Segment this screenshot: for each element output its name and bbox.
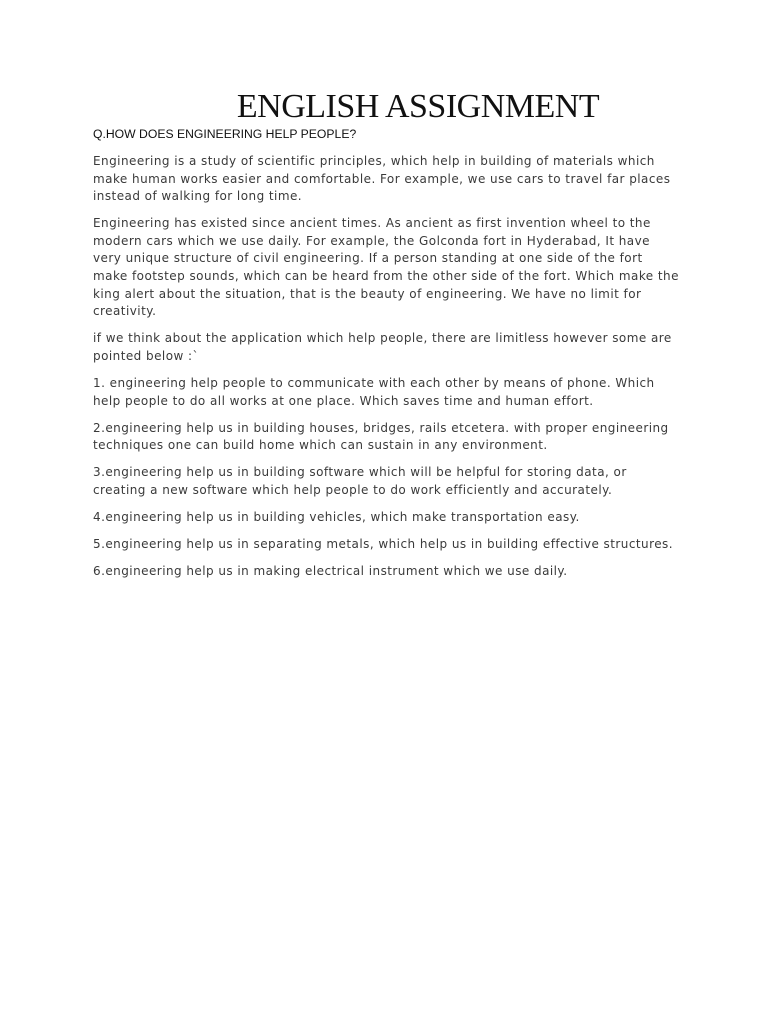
list-item-2: 2.engineering help us in building houses, bridges, rails etcetera. with proper engineering techniques one can build home which can sustain in any environment.	[93, 420, 669, 453]
list-item-1: 1. engineering help people to communicate with each other by means of phone. Which help people to do all works at one place. Which saves time and human effort.	[93, 376, 655, 408]
list-item-3: 3.engineering help us in building software which will be helpful for storing data, or creating a new software which help people to do work efficiently and accurately.	[93, 465, 627, 497]
list-item-4: 4.engineering help us in building vehicles, which make transportation easy.	[93, 510, 580, 525]
list-item-6: 6.engineering help us in making electrical instrument which we use daily.	[93, 564, 568, 579]
paragraph-intro: Engineering is a study of scientific principles, which help in building of materials which make human works easier and comfortable. For example, we use cars to travel far places instead of walking for long time.	[93, 154, 671, 204]
paragraph-applications: if we think about the application which help people, there are limitless however some are pointed below :`	[93, 331, 672, 363]
assignment-question: Q.HOW DOES ENGINEERING HELP PEOPLE?	[93, 127, 357, 141]
document-title: ENGLISH ASSIGNMENT	[236, 88, 600, 125]
paragraph-history: Engineering has existed since ancient times. As ancient as first invention wheel to the modern cars which we use daily. For example, the Golconda fort in Hyderabad, It have very unique structure of civil engineering. If a person standing at one side of the fort make footstep sounds, which can be heard from the other side of the fort. Which make the king alert about the situation, that is the beauty of engineering. We have no limit for creativity.	[93, 216, 679, 319]
document-body	[93, 153, 679, 590]
list-item-5: 5.engineering help us in separating metals, which help us in building effective structures.	[93, 537, 674, 552]
